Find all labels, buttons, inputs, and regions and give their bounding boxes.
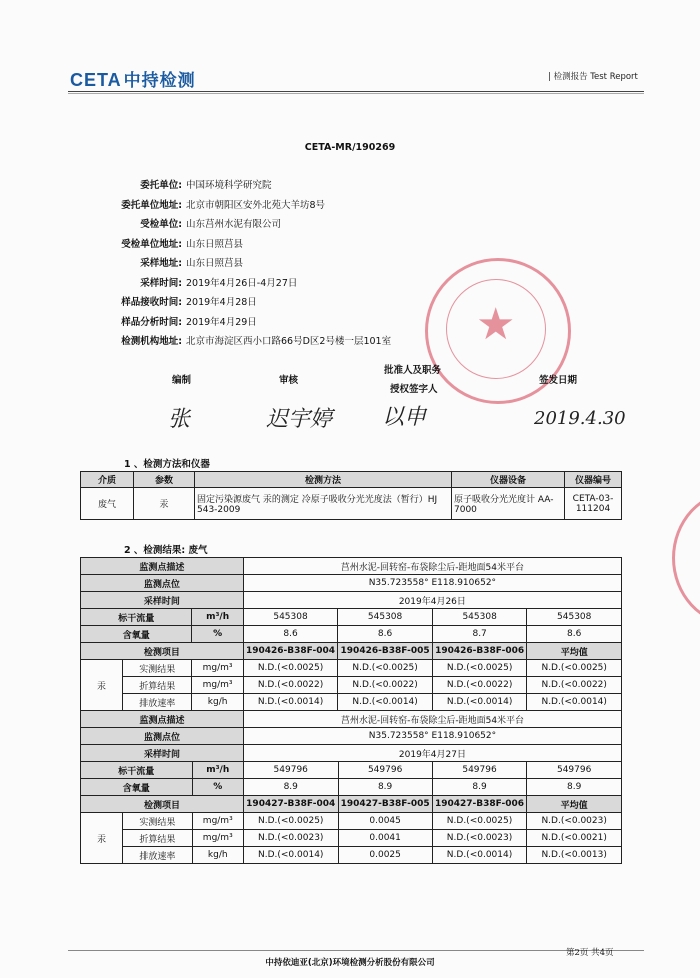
table-cell: 8.9	[243, 779, 338, 796]
table-cell: N.D.(<0.0021)	[527, 830, 622, 847]
signoff-header-date: 签发日期	[539, 375, 578, 386]
company-logo	[70, 66, 196, 91]
info-list	[82, 176, 391, 352]
table-cell: N.D.(<0.0014)	[243, 847, 338, 864]
table-cell: mg/m³	[192, 813, 243, 830]
table-header: 仪器设备	[452, 472, 565, 488]
table-cell: 折算结果	[123, 830, 192, 847]
table-cell: 549796	[338, 762, 432, 779]
table-cell: N.D.(<0.0025)	[432, 660, 527, 677]
table-cell: N.D.(<0.0013)	[527, 847, 622, 864]
report-number: CETA-MR/190269	[304, 142, 396, 153]
table-cell: 检测项目	[81, 643, 244, 660]
table-cell: 监测点描述	[81, 558, 244, 575]
table-cell: 8.6	[527, 626, 622, 643]
methods-table	[80, 471, 622, 520]
table-cell: 8.7	[432, 626, 527, 643]
info-value: 北京市海淀区西小口路66号D区2号楼一层101室	[186, 336, 392, 347]
signature-review: 迟宇婷	[266, 407, 333, 432]
info-label: 委托单位地址:	[121, 199, 182, 211]
table-row	[81, 677, 622, 694]
table-cell: 0.0025	[338, 847, 432, 864]
table-cell: 监测点位	[81, 728, 244, 745]
side-seal-icon	[672, 490, 700, 626]
report-type: | 检测报告 Test Report	[548, 72, 638, 82]
table-cell: 549796	[432, 762, 527, 779]
section1-title: 1 、检测方法和仪器	[124, 459, 210, 470]
info-label: 检测机构地址:	[121, 336, 182, 347]
info-row	[82, 176, 391, 196]
table-cell: N.D.(<0.0023)	[243, 830, 338, 847]
table-row	[81, 694, 622, 711]
results-table	[80, 557, 622, 711]
table-header-row	[81, 472, 622, 488]
table-cell: 549796	[527, 762, 622, 779]
table-cell: 190426-B38F-004	[243, 643, 338, 660]
table-cell: 监测点位	[81, 575, 244, 592]
table-cell: 标干流量	[81, 609, 192, 626]
seal-star-icon: ★	[476, 299, 516, 350]
table-cell: m³/h	[192, 609, 243, 626]
table-cell: 排放速率	[123, 694, 192, 711]
table-cell: 排放速率	[123, 847, 192, 864]
table-cell: CETA-03-111204	[565, 488, 622, 520]
table-cell: 汞	[81, 813, 123, 864]
table-cell: 8.6	[243, 626, 338, 643]
table-cell: mg/m³	[192, 660, 243, 677]
footer-divider	[68, 950, 644, 951]
info-label: 样品分析时间:	[121, 316, 182, 328]
table-cell: 8.9	[338, 779, 432, 796]
logo-cn: 中持检测	[123, 71, 196, 90]
table-cell: N.D.(<0.0014)	[243, 694, 338, 711]
info-value: 山东日照莒县	[186, 258, 244, 269]
table-cell: 含氧量	[81, 626, 192, 643]
info-label: 样品接收时间:	[121, 297, 182, 308]
footer-company: 中持依迪亚(北京)环境检测分析股份有限公司	[265, 958, 435, 968]
table-cell: N.D.(<0.0014)	[432, 694, 527, 711]
info-row	[82, 332, 391, 352]
table-cell: N.D.(<0.0025)	[243, 660, 338, 677]
table-cell: 2019年4月27日	[243, 745, 621, 762]
info-row	[82, 235, 391, 255]
signoff-header-approver: 批准人及职务	[384, 365, 442, 376]
signature-date: 2019.4.30	[534, 408, 626, 429]
table-cell: %	[192, 779, 243, 796]
table-cell: N.D.(<0.0025)	[338, 660, 433, 677]
table-row	[81, 779, 622, 796]
info-value: 2019年4月28日	[186, 297, 257, 308]
table-cell: 190427-B38F-004	[243, 796, 338, 813]
table-cell: N35.723558° E118.910652°	[243, 575, 621, 592]
table-row	[81, 626, 622, 643]
table-cell: 545308	[527, 609, 622, 626]
table-cell: 549796	[243, 762, 338, 779]
info-row	[82, 293, 391, 313]
table-cell: N.D.(<0.0014)	[432, 847, 527, 864]
table-cell: kg/h	[192, 694, 243, 711]
info-label: 采样地址:	[140, 258, 182, 269]
header-divider	[68, 91, 644, 92]
table-cell: 545308	[243, 609, 338, 626]
info-row	[82, 274, 391, 294]
table-cell: %	[192, 626, 243, 643]
table-cell: 采样时间	[81, 592, 244, 609]
table-header: 参数	[134, 472, 195, 488]
table-cell: 实测结果	[123, 813, 192, 830]
table-header: 检测方法	[195, 472, 452, 488]
table-cell: 8.9	[432, 779, 527, 796]
info-label: 委托单位:	[140, 180, 182, 191]
info-row	[82, 215, 391, 235]
table-cell: 545308	[432, 609, 527, 626]
signoff-header-signatory: 授权签字人	[390, 384, 438, 395]
table-cell: 检测项目	[81, 796, 244, 813]
info-label: 采样时间:	[140, 277, 182, 289]
table-row	[81, 830, 622, 847]
table-row	[81, 745, 622, 762]
table-cell: N.D.(<0.0025)	[243, 813, 338, 830]
table-cell: N.D.(<0.0022)	[527, 677, 622, 694]
table-row	[81, 813, 622, 830]
table-cell: m³/h	[192, 762, 243, 779]
table-cell: N.D.(<0.0023)	[432, 830, 527, 847]
table-cell: 平均值	[527, 643, 622, 660]
info-value: 2019年4月26日-4月27日	[186, 277, 298, 289]
table-row	[81, 660, 622, 677]
table-cell: mg/m³	[192, 830, 243, 847]
table-row	[81, 609, 622, 626]
table-cell: 8.9	[527, 779, 622, 796]
table-cell: kg/h	[192, 847, 243, 864]
table-cell: 固定污染源废气 汞的测定 冷原子吸收分光光度法（暂行）HJ 543-2009	[195, 488, 452, 520]
table-cell: N.D.(<0.0022)	[338, 677, 433, 694]
table-cell: 标干流量	[81, 762, 193, 779]
table-row	[81, 575, 622, 592]
table-cell: 折算结果	[123, 677, 192, 694]
info-row	[82, 196, 391, 216]
table-header: 仪器编号	[565, 472, 622, 488]
signature-prepare: 张	[168, 407, 191, 432]
table-row	[81, 847, 622, 864]
table-cell: 莒州水泥-回转窑-布袋除尘后-距地面54米平台	[243, 711, 621, 728]
table-cell: N.D.(<0.0014)	[527, 694, 622, 711]
table-cell: N35.723558° E118.910652°	[243, 728, 621, 745]
info-label: 受检单位:	[140, 219, 182, 230]
table-cell: N.D.(<0.0014)	[338, 694, 433, 711]
table-cell: 汞	[134, 488, 195, 520]
logo-latin: CETA	[70, 70, 122, 90]
info-value: 2019年4月29日	[186, 316, 257, 328]
signature-approver: 以申	[382, 405, 427, 430]
table-cell: 平均值	[527, 796, 622, 813]
table-row	[81, 796, 622, 813]
info-row	[82, 254, 391, 274]
table-cell: 2019年4月26日	[243, 592, 621, 609]
info-value: 山东莒州水泥有限公司	[186, 219, 282, 230]
table-cell: 监测点描述	[81, 711, 244, 728]
table-cell: N.D.(<0.0025)	[432, 813, 527, 830]
table-row	[81, 558, 622, 575]
table-row	[81, 728, 622, 745]
section2-title: 2 、检测结果: 废气	[124, 545, 208, 556]
info-value: 北京市朝阳区安外北苑大羊坊8号	[186, 199, 326, 211]
info-value: 中国环境科学研究院	[186, 180, 272, 191]
table-cell: N.D.(<0.0023)	[527, 813, 622, 830]
table-cell: 190426-B38F-005	[338, 643, 433, 660]
table-cell: 废气	[81, 488, 134, 520]
table-cell: N.D.(<0.0025)	[527, 660, 622, 677]
table-row	[81, 488, 622, 520]
table-cell: 190427-B38F-005	[338, 796, 432, 813]
info-row	[82, 313, 391, 333]
table-cell: 0.0041	[338, 830, 432, 847]
table-cell: N.D.(<0.0022)	[243, 677, 338, 694]
page-number: 第2页 共4页	[566, 948, 614, 958]
table-cell: 原子吸收分光光度计 AA-7000	[452, 488, 565, 520]
info-value: 山东日照莒县	[186, 238, 244, 250]
table-cell: 190426-B38F-006	[432, 643, 527, 660]
table-cell: 190427-B38F-006	[432, 796, 527, 813]
table-cell: 汞	[81, 660, 123, 711]
table-row	[81, 643, 622, 660]
table-cell: mg/m³	[192, 677, 243, 694]
table-row	[81, 711, 622, 728]
table-cell: 545308	[338, 609, 433, 626]
table-cell: 8.6	[338, 626, 433, 643]
results-table	[80, 710, 622, 864]
info-label: 受检单位地址:	[121, 238, 182, 250]
table-header: 介质	[81, 472, 134, 488]
table-cell: 采样时间	[81, 745, 244, 762]
table-row	[81, 762, 622, 779]
table-cell: 实测结果	[123, 660, 192, 677]
signoff-header-review: 审核	[279, 375, 299, 386]
header-divider-thin	[68, 93, 644, 94]
table-cell: 含氧量	[81, 779, 193, 796]
signoff-header-prepare: 编制	[172, 375, 192, 386]
table-row	[81, 592, 622, 609]
table-cell: 0.0045	[338, 813, 432, 830]
table-cell: 莒州水泥-回转窑-布袋除尘后-距地面54米平台	[243, 558, 621, 575]
table-cell: N.D.(<0.0022)	[432, 677, 527, 694]
